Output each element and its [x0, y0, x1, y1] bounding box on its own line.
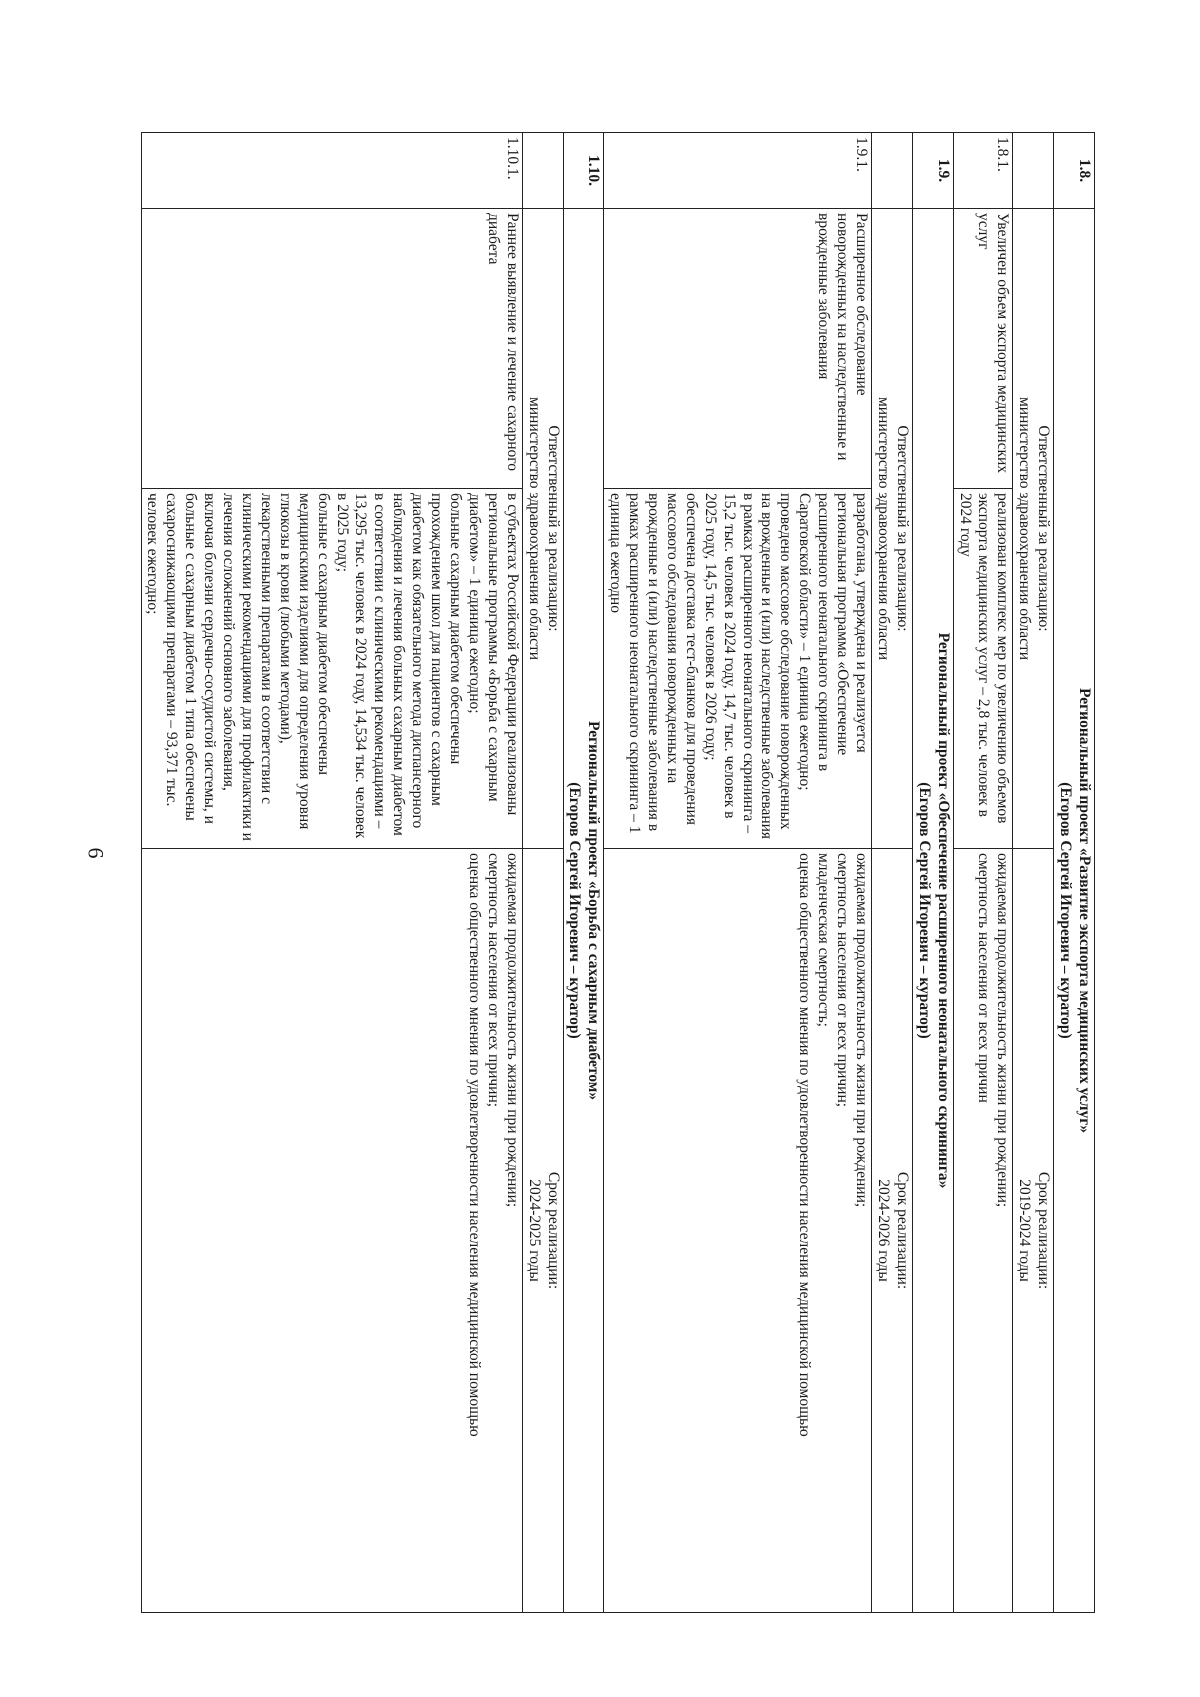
item-name: Раннее выявление и лечение сахарного диабета: [141, 209, 522, 489]
item-actions: [141, 489, 522, 849]
action-text: обеспечена доставка тест-бланков для проведения массового обследования новорожденных на врожденные и (или) наследственные заболевания в рамках расширенного неонатального скрининга – 1 единица ежегодно: [607, 493, 700, 834]
action-text: разработана, утверждена и реализуется региональная программа «Обеспечение расширенного неонатального скрининга в Саратовской области» – 1 единица ежегодно;: [796, 493, 871, 791]
section-number: 1.8.: [1054, 133, 1095, 209]
responsible-value: министерство здравоохранения области: [874, 396, 892, 661]
item-row-1-10-1: [141, 133, 522, 1613]
responsible-value: министерство здравоохранения области: [525, 396, 543, 661]
item-indicators: [141, 849, 522, 1613]
responsible-label: Ответственный за реализацию:: [544, 425, 562, 632]
responsible-value: министерство здравоохранения области: [1016, 396, 1034, 661]
section-header-1-10: [563, 133, 604, 1613]
rotated-table-container: [144, 132, 1095, 1612]
responsible-cell: [872, 209, 913, 849]
term-value: 2024-2026 годы: [874, 1179, 892, 1282]
indicator-text: смертность населения от всех причин;: [484, 853, 502, 1108]
term-label: Срок реализации:: [893, 1171, 911, 1290]
responsible-cell: [522, 209, 563, 849]
section-number: 1.9.: [912, 133, 953, 209]
action-text: проведено массовое обследование новорожденных на врожденные и (или) наследственные заболевания в рамках расширенного неонатального скрининга – 15,2 тыс. человек в 2024 году, 14,7 тыс. человек в 2025 году, 14,5 тыс. человек в 2026 году;: [701, 493, 795, 840]
item-number: 1.10.1.: [141, 133, 522, 209]
responsible-row-1-10: [522, 133, 563, 1613]
indicator-text: младенческая смертность;: [815, 853, 833, 1027]
section-number: 1.10.: [563, 133, 604, 209]
term-value: 2024-2025 годы: [525, 1179, 543, 1282]
responsible-label: Ответственный за реализацию:: [893, 425, 911, 632]
section-title: [563, 209, 604, 1613]
item-number: 1.9.1.: [604, 133, 872, 209]
responsible-cell: [1013, 209, 1054, 849]
indicator-text: оценка общественного мнения по удовлетворенности населения медицинской помощью: [465, 853, 483, 1437]
item-indicators: [953, 849, 1013, 1613]
item-row-1-9-1: [604, 133, 872, 1613]
term-label: Срок реализации:: [544, 1171, 562, 1290]
projects-table: [141, 132, 1095, 1613]
item-row-1-8-1: [953, 133, 1013, 1613]
responsible-label: Ответственный за реализацию:: [1035, 425, 1053, 632]
indicator-text: ожидаемая продолжительность жизни при рождении;: [994, 853, 1012, 1208]
indicator-text: ожидаемая продолжительность жизни при рождении;: [503, 853, 521, 1208]
term-cell: [1013, 849, 1054, 1613]
indicator-text: смертность населения от всех причин;: [834, 853, 852, 1108]
item-number: 1.8.1.: [953, 133, 1013, 209]
action-text: больные с сахарным диабетом обеспечены медицинскими изделиями для определения уровня глюкозы в крови (любыми методами), лекарственными препаратами в соответствии с клиническими рекомендациями для профилактики и лечения осложнений основного заболевания, включая болезни сердечно-сосудистой системы, и больные с сахарным диабетом 1 типа обеспечены сахароснижающими препаратами – 93,371 тыс. человек ежегодно;: [144, 493, 332, 841]
page-number: 6: [83, 847, 109, 859]
project-curator: (Егоров Сергей Игоревич – куратор): [915, 782, 933, 1039]
indicator-text: оценка общественного мнения по удовлетворенности населения медицинской помощью: [796, 853, 814, 1437]
action-text: в субъектах Российской Федерации реализованы региональные программы «Борьба с сахарным диабетом» – 1 единица ежегодно;: [465, 493, 521, 816]
empty-cell: [1013, 133, 1054, 209]
term-cell: [872, 849, 913, 1613]
project-title: Региональный проект «Развитие экспорта медицинских услуг»: [1076, 688, 1093, 1134]
responsible-row-1-8: [1013, 133, 1054, 1613]
project-title: Региональный проект «Обеспечение расширенного неонатального скрининга»: [934, 632, 952, 1189]
section-title: [1054, 209, 1095, 1613]
project-curator: (Егоров Сергей Игоревич – куратор): [566, 782, 584, 1039]
indicator-text: смертность населения от всех причин: [975, 853, 993, 1103]
action-text: больные сахарным диабетом обеспечены прохождением школ для пациентов с сахарным диабетом как обязательного метода диспансерного наблюдения и лечения больных сахарным диабетом в соответствии с клиническими рекомендациями – 13,295 тыс. человек в 2024 году, 14,534 тыс. человек в 2025 году;: [333, 493, 464, 839]
item-name: Увеличен объем экспорта медицинских услуг: [953, 209, 1013, 489]
responsible-row-1-9: [872, 133, 913, 1613]
term-cell: [522, 849, 563, 1613]
indicator-text: ожидаемая продолжительность жизни при рождении;: [853, 853, 871, 1208]
term-value: 2019-2024 годы: [1016, 1179, 1034, 1282]
action-text: реализован комплекс мер по увеличению объемов экспорта медицинских услуг – 2,8 тыс. человек в 2024 году: [956, 493, 1012, 824]
section-header-1-9: [912, 133, 953, 1613]
project-title: Региональный проект «Борьба с сахарным диабетом»: [585, 721, 603, 1101]
item-actions: [953, 489, 1013, 849]
section-header-1-8: [1054, 133, 1095, 1613]
section-title: [912, 209, 953, 1613]
term-label: Срок реализации:: [1035, 1171, 1053, 1290]
empty-cell: [522, 133, 563, 209]
empty-cell: [872, 133, 913, 209]
project-curator: (Егоров Сергей Игоревич – куратор): [1057, 782, 1075, 1039]
item-indicators: [604, 849, 872, 1613]
item-name: Расширенное обследование новорожденных на наследственные и врожденные заболевания: [604, 209, 872, 489]
item-actions: [604, 489, 872, 849]
